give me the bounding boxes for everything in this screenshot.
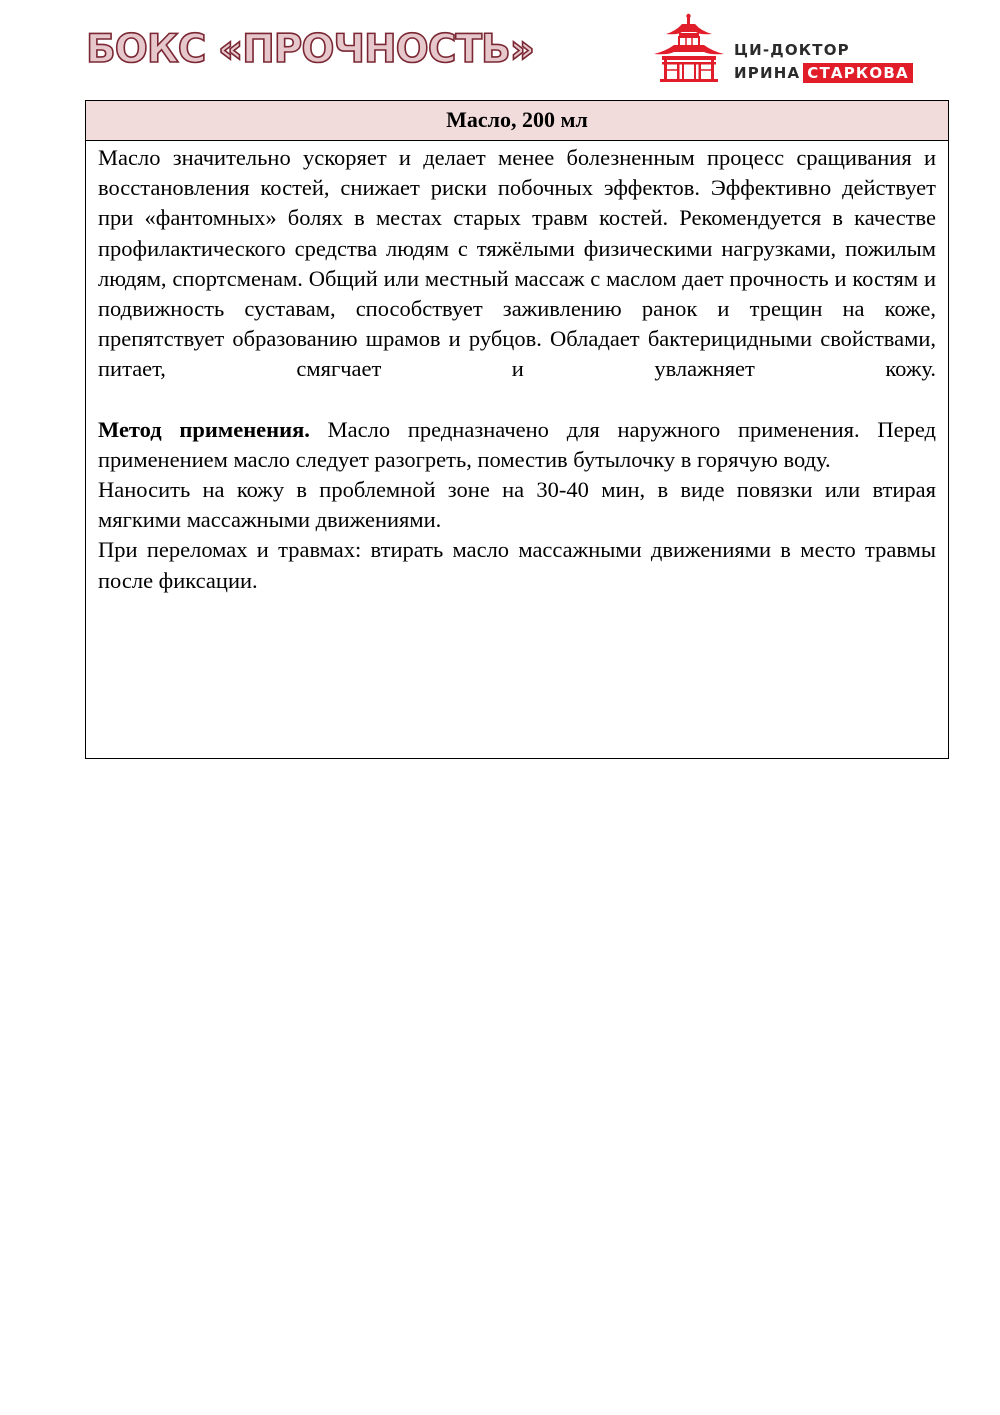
method-text: Масло предназначено для наружного применения. Перед применением масло следует разогреть, поместив бутылочку в горячую воду. xyxy=(98,416,936,472)
logo-line-1: ЦИ-ДОКТОР xyxy=(734,41,850,59)
product-heading: Масло, 200 мл xyxy=(86,101,948,141)
fracture-paragraph: При переломах и травмах: втирать масло массажными движениями в место травмы после фиксации. xyxy=(98,537,936,593)
apply-paragraph: Наносить на кожу в проблемной зоне на 30-40 мин, в виде повязки или втирая мягкими массажными движениями. xyxy=(98,477,936,533)
logo-line-2 xyxy=(734,63,913,83)
method-paragraph xyxy=(98,415,936,475)
product-card xyxy=(85,100,949,759)
pagoda-logo-icon xyxy=(652,12,726,84)
paragraph-gap xyxy=(98,385,936,415)
method-label: Метод применения. xyxy=(98,416,310,442)
product-body xyxy=(86,141,948,596)
description-paragraph: Масло значительно ускоряет и делает менее болезненным процесс сращивания и восстановления костей, снижает риски побочных эффектов. Эффективно действует при «фантомных» болях в местах старых травм костей. Рекомендуется в качестве профилактического средства людям с тяжёлыми физическими нагрузками, пожилым людям, спортсменам. Общий или местный массаж с маслом дает прочность и костям и подвижность суставам, способствует заживлению ранок и трещин на коже, препятствует образованию шрамов и рубцов. Обладает бактерицидными свойствами, питает, смягчает и увлажняет кожу. xyxy=(98,145,936,382)
logo-first-name: ИРИНА xyxy=(734,63,801,82)
logo-last-name: СТАРКОВА xyxy=(803,63,913,83)
document-title: БОКС «ПРОЧНОСТЬ» xyxy=(86,27,534,72)
brand-logo xyxy=(652,12,937,88)
page-header xyxy=(0,0,1000,100)
